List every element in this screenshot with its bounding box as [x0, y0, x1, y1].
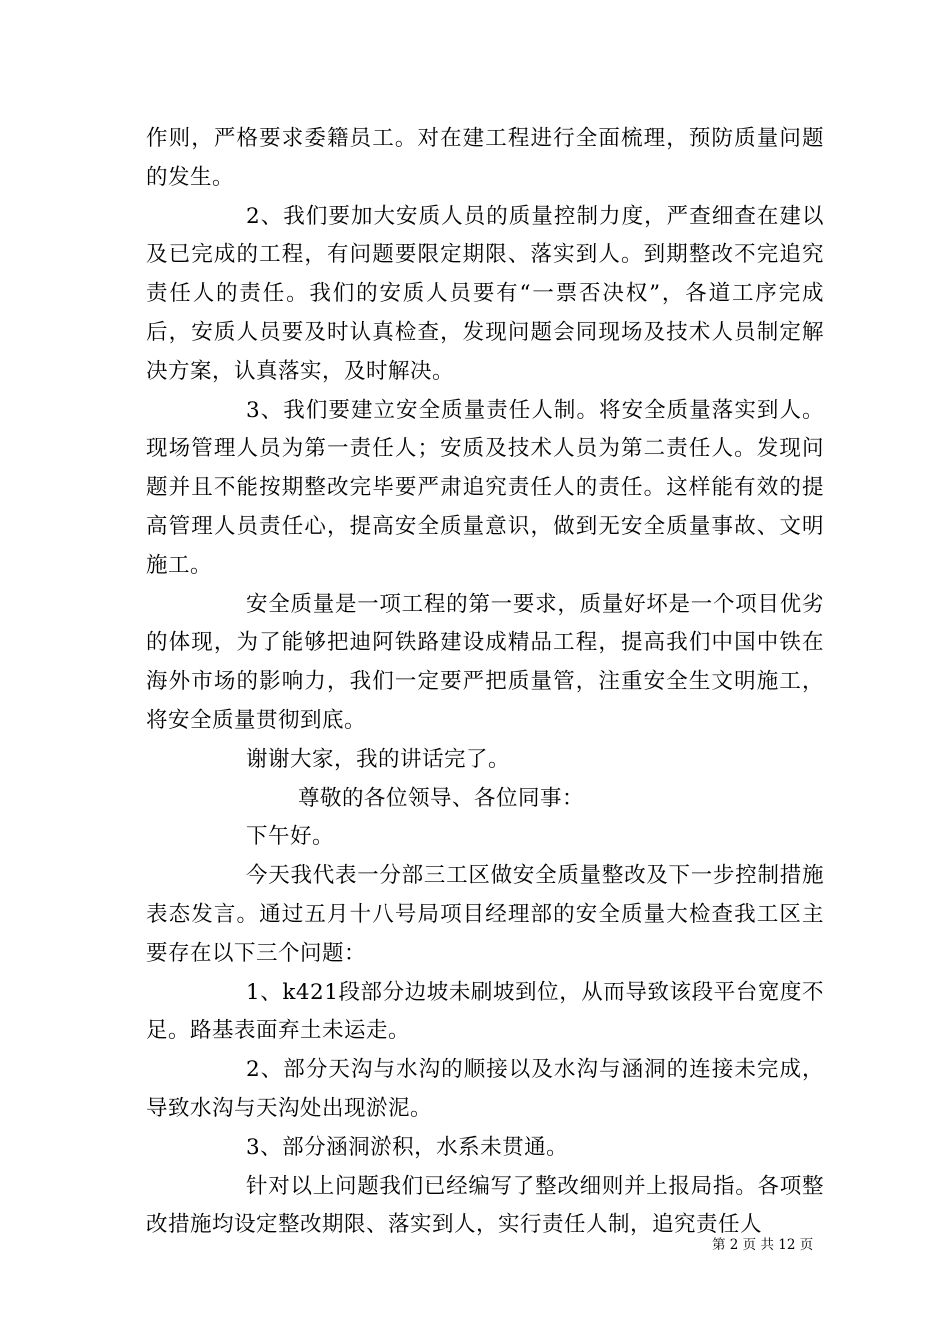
paragraph-intro: 今天我代表一分部三工区做安全质量整改及下一步控制措施表态发言。通过五月十八号局项目经理部的安全质量大检查我工区主要存在以下三个问题： [146, 863, 824, 966]
paragraph-conclusion: 安全质量是一项工程的第一要求，质量好坏是一个项目优劣的体现，为了能够把迪阿铁路建设成精品工程，提高我们中国中铁在海外市场的影响力，我们一定要严把质量管，注重安全生文明施工，将安全质量贯彻到底。 [146, 591, 824, 733]
paragraph-closing: 谢谢大家，我的讲话完了。 [246, 746, 511, 772]
document-body [146, 120, 824, 1245]
paragraph-salutation: 尊敬的各位领导、各位同事： [298, 785, 585, 811]
page-number-footer: 第 2 页 共 12 页 [712, 1237, 814, 1253]
paragraph-good-afternoon: 下午好。 [246, 824, 335, 850]
paragraph-problem-3: 3、部分涵洞淤积，水系未贯通。 [246, 1134, 569, 1160]
paragraph-continuation: 作则，严格要求委籍员工。对在建工程进行全面梳理，预防质量问题的发生。 [146, 126, 824, 190]
paragraph-item-2: 2、我们要加大安质人员的质量控制力度，严查细查在建以及已完成的工程，有问题要限定期限、落实到人。到期整改不完追究责任人的责任。我们的安质人员要有“一票否决权”，各道工序完成后，安质人员要及时认真检查，发现问题会同现场及技术人员制定解决方案，认真落实，及时解决。 [146, 203, 824, 384]
paragraph-problem-1: 1、k421段部分边坡未刷坡到位，从而导致该段平台宽度不足。路基表面弃土未运走。 [146, 979, 824, 1044]
paragraph-problem-2: 2、部分天沟与水沟的顺接以及水沟与涵洞的连接未完成，导致水沟与天沟处出现淤泥。 [146, 1057, 824, 1121]
paragraph-measures: 针对以上问题我们已经编写了整改细则并上报局指。各项整改措施均设定整改期限、落实到人，实行责任人制，追究责任人 [146, 1173, 824, 1238]
paragraph-item-3: 3、我们要建立安全质量责任人制。将安全质量落实到人。现场管理人员为第一责任人；安质及技术人员为第二责任人。发现问题并且不能按期整改完毕要严肃追究责任人的责任。这样能有效的提高管理人员责任心，提高安全质量意识，做到无安全质量事故、文明施工。 [146, 397, 824, 578]
